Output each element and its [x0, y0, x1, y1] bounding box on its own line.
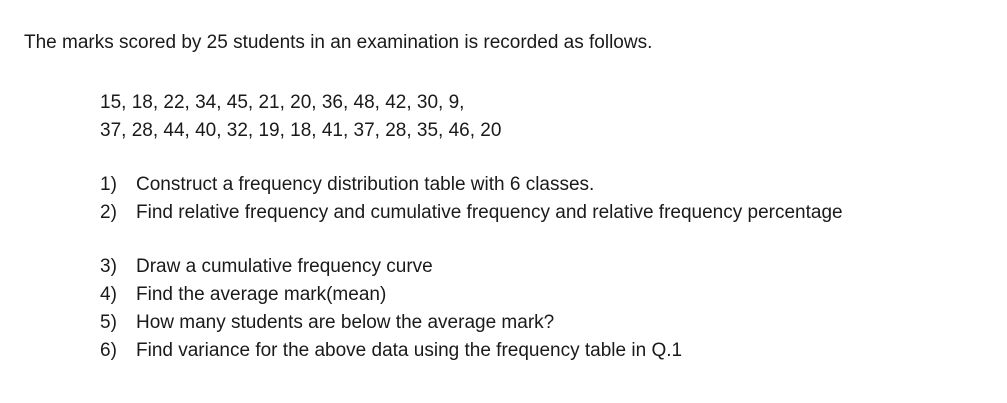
question-item-1 — [100, 171, 843, 199]
question-item-5 — [100, 309, 843, 337]
question-number: 4) — [100, 284, 117, 305]
question-text: Find variance for the above data using the frequency table in Q.1 — [136, 340, 683, 361]
marks-line: 37, 28, 44, 40, 32, 19, 18, 41, 37, 28, 35, 46, 20 — [100, 120, 502, 141]
question-item-6 — [100, 337, 843, 365]
question-number: 1) — [100, 174, 117, 195]
question-text: How many students are below the average mark? — [136, 312, 555, 333]
marks-line: 15, 18, 22, 34, 45, 21, 20, 36, 48, 42, 30, 9, — [100, 92, 465, 113]
intro-paragraph: The marks scored by 25 students in an examination is recorded as follows. — [24, 32, 653, 53]
question-item-2 — [100, 199, 843, 227]
question-item-4 — [100, 281, 843, 309]
question-number: 5) — [100, 312, 117, 333]
question-list — [100, 171, 843, 365]
marks-data-block — [100, 89, 501, 145]
question-number: 3) — [100, 256, 117, 277]
question-text: Construct a frequency distribution table with 6 classes. — [136, 174, 595, 195]
question-text: Draw a cumulative frequency curve — [136, 256, 433, 277]
question-number: 2) — [100, 202, 117, 223]
question-text: Find relative frequency and cumulative frequency and relative frequency percentage — [136, 202, 843, 223]
question-item-3 — [100, 253, 843, 281]
question-number: 6) — [100, 340, 117, 361]
question-text: Find the average mark(mean) — [136, 284, 387, 305]
